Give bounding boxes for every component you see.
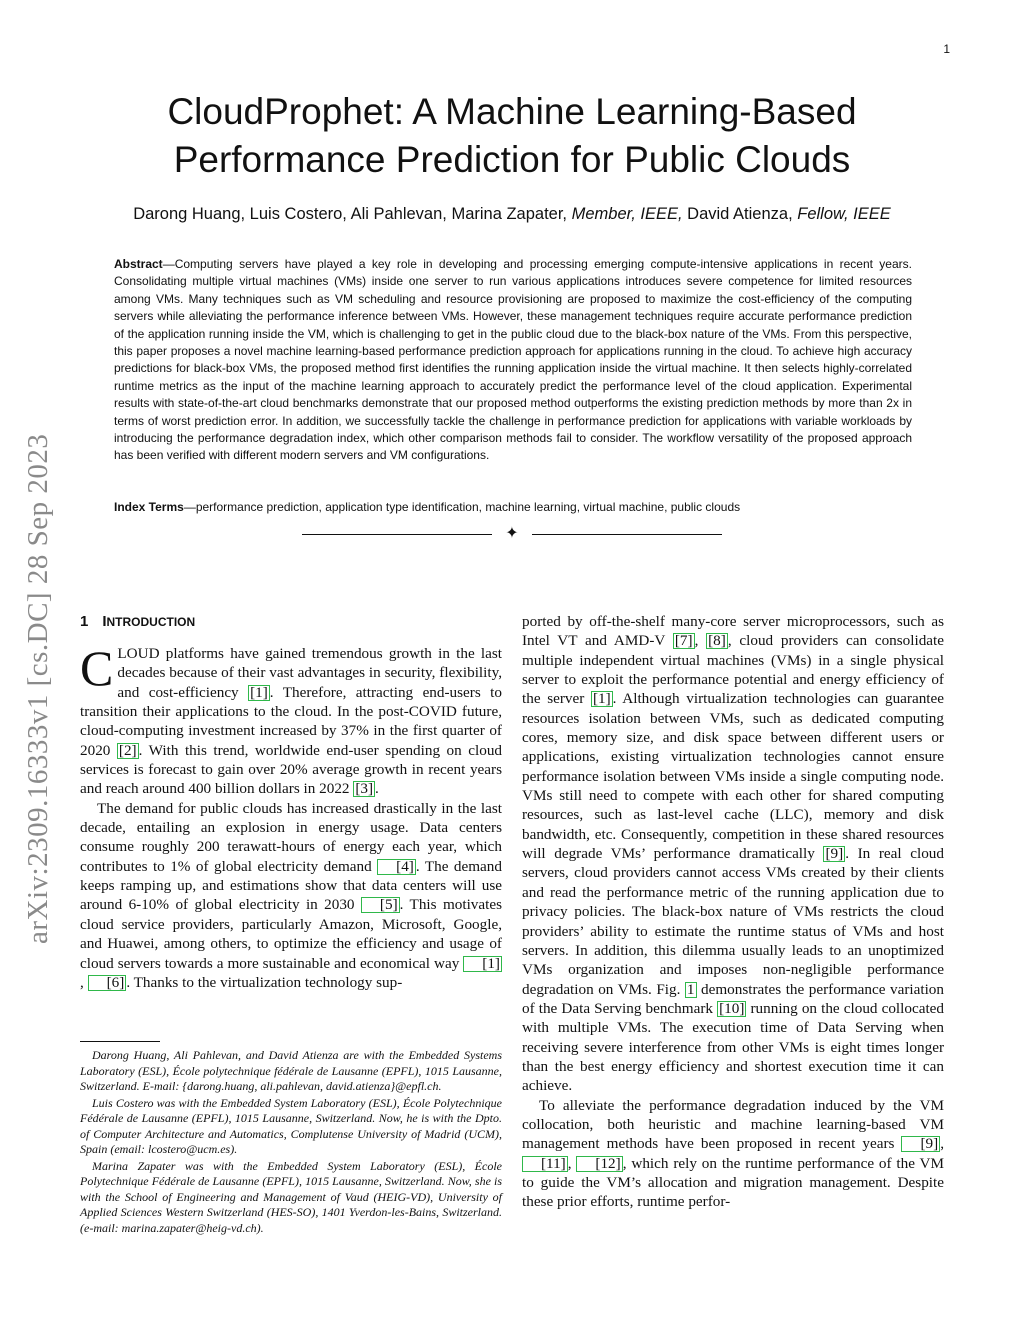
citation-link[interactable]: [3] xyxy=(355,780,374,798)
index-terms-label: Index Terms xyxy=(114,500,184,514)
arxiv-identifier: arXiv:2309.16333v1 [cs.DC] 28 Sep 2023 xyxy=(22,433,54,944)
text-run: , xyxy=(940,1135,944,1153)
diamond-icon: ✦ xyxy=(505,525,519,542)
authors-role-1: Member, IEEE, xyxy=(571,205,683,223)
citation-link[interactable]: [6] xyxy=(88,975,127,991)
section-heading xyxy=(80,612,502,632)
authors-part-2: David Atienza, xyxy=(687,205,793,223)
text-run: , xyxy=(567,1154,577,1172)
text-run: . Thanks to the virtualization technology sup- xyxy=(126,973,403,991)
text-run: , cloud providers can consolidate multiple independent virtual machines (VMs) in a single physical server to exploit the performance potential and energy efficiency of the server xyxy=(522,632,945,708)
paper-title: CloudProphet: A Machine Learning-Based Performance Prediction for Public Clouds xyxy=(167,91,857,180)
text-run: demonstrates the performance variation of the Data Serving benchmark xyxy=(522,980,944,1017)
section-title-rest: NTRODUCTION xyxy=(106,615,196,629)
abstract-label: Abstract xyxy=(114,257,163,271)
authors-part-1: Darong Huang, Luis Costero, Ali Pahlevan, Marina Zapater, xyxy=(133,205,568,223)
text-run: running on the cloud collocated with multiple VMs. The execution time of Data Serving when receiving severe interference from other VMs is eight times longer than the best energy efficiency and shortest execution time it can achieve. xyxy=(522,999,945,1095)
intro-paragraph-2 xyxy=(80,799,502,992)
text-run: . With this trend, worldwide end-user spending on cloud services is forecast to gain over 20% average growth in recent years and reach around 400 billion dollars in 2022 xyxy=(80,741,503,798)
citation-link[interactable]: [11] xyxy=(522,1156,568,1172)
footnote-3: Marina Zapater was with the Embedded System Laboratory (ESL), École Polytechnique Fédérale de Lausanne (EPFL), 1015 Lausanne, Switzerland. Now, she is with the School of Engineering and Management of Vaud (HEIG-VD), University of Applied Sciences Western Switzerland (HES-SO), 1401 Yverdon-les-Bains, Switzerland. (e-mail: marina.zapater@heig-vd.ch). xyxy=(80,1158,502,1235)
footnote-rule xyxy=(80,1041,160,1042)
intro-paragraph-1 xyxy=(80,640,503,799)
section-title-initial: I xyxy=(102,613,107,630)
citation-link[interactable]: [9] xyxy=(825,845,844,863)
right-paragraph-2 xyxy=(522,1096,944,1212)
citation-link[interactable]: [7] xyxy=(674,632,693,650)
citation-link[interactable]: [5] xyxy=(361,897,400,913)
abstract xyxy=(114,256,912,465)
section-number: 1 xyxy=(80,613,89,630)
divider-line-left xyxy=(302,534,492,535)
page-number: 1 xyxy=(943,42,950,56)
footnotes xyxy=(80,1048,502,1237)
text-run: . In real cloud servers, cloud providers cannot access VMs created by their clients and read the performance metric of the running application due to privacy policies. The black-box nature of VMs restricts the cloud providers’ ability to estimate the runtime status of VMs and host servers. In addition, this dilemma usually leads to an unoptimized VMs organization and imposes non-negligible performance degradation on VMs. Fig. xyxy=(522,845,944,998)
section-divider xyxy=(302,525,722,545)
text-run: The demand for public clouds has increased drastically in the last decade, entailing an explosion in energy usage. Data centers consume roughly 200 terawatt-hours of energy each year, which contributes to 1% of global electricity demand xyxy=(80,799,502,875)
index-terms xyxy=(114,499,912,516)
text-run: ported by off-the-shelf many-core server microprocessors, such as Intel VT and AMD-V xyxy=(522,613,944,650)
citation-link[interactable]: [1] xyxy=(592,690,611,708)
citation-link[interactable]: [8] xyxy=(708,632,726,650)
citation-link[interactable]: [9] xyxy=(901,1136,940,1152)
text-run: , which rely on the runtime performance of the VM to guide the VM’s allocation and migration management. Despite these prior efforts, runtime perfor- xyxy=(522,1154,945,1211)
index-terms-text: —performance prediction, application type identification, machine learning, virtual machine, public clouds xyxy=(183,500,741,514)
abstract-text: —Computing servers have played a key role in developing and processing emerging compute-intensive applications in recent years. Consolidating multiple virtual machines (VMs) inside one server to run various applications introduces severe competence for limited resources among VMs. Many techniques such as VM scheduling and resource provisioning are proposed to maximize the cost-efficiency of the computing servers while alleviating the performance inference between VMs. However, these management techniques require accurate performance prediction of the application running inside the VM, which is challenging to get in the public cloud due to the black-box nature of the VMs. From this perspective, this paper proposes a novel machine learning-based performance prediction approach for applications running in the cloud. To achieve high accuracy predictions for black-box VMs, the proposed method first identifies the running application inside the virtual machine. It then selects highly-correlated runtime metrics as the input of the machine learning approach to accurately predict the performance level of the cloud application. Experimental results with state-of-the-art cloud benchmarks demonstrate that our proposed method outperforms the existing prediction methods by more than 2x in terms of worst prediction error. In addition, we successfully tackle the challenge in performance prediction for applications with variable workloads by introducing the performance degradation index, which other comparison methods fail to consider. The workflow versatility of the proposed approach has been verified with different modern servers and VM configurations. xyxy=(114,257,912,463)
right-paragraph-1 xyxy=(522,612,944,1096)
text-run: . Although virtualization technologies can guarantee resources isolation between VMs, such as dedicated computing cores, memory size, and disk space between different users or applications, existing virtualization technologies cannot ensure performance isolation between VMs inside a single computing node. VMs still need to compete with each other for shared computing resources, such as last-level cache (LLC), memory and disk bandwidth, etc. Consequently, competition in these shared resources will degrade VMs’ performance dramatically xyxy=(522,690,945,863)
drop-cap: C xyxy=(80,640,114,696)
text-run: . xyxy=(375,780,379,798)
text-run: , xyxy=(694,632,707,650)
footnote-2: Luis Costero was with the Embedded System Laboratory (ESL), École Polytechnique Fédérale de Lausanne (EPFL), 1015 Lausanne, Switzerland. Now, he is with the Dpto. of Computer Architecture and Automatics, Complutense University of Madrid (UCM), Spain (email: lcostero@ucm.es). xyxy=(80,1095,502,1156)
citation-link[interactable]: [4] xyxy=(377,859,416,875)
author-list xyxy=(60,203,964,225)
divider-line-right xyxy=(532,534,722,535)
left-column xyxy=(80,612,502,992)
text-run: . This motivates cloud service providers, particularly Amazon, Microsoft, Google, and Huawei, among others, to optimize the efficiency and usage of cloud servers towards a more sustainable and economical way xyxy=(80,896,502,972)
citation-link[interactable]: [1] xyxy=(463,956,502,972)
footnote-1: Darong Huang, Ali Pahlevan, and David Atienza are with the Embedded Systems Laboratory (ESL), École polytechnique fédérale de Lausanne (EPFL), 1015 Lausanne, Switzerland. E-mail: {darong.huang, ali.pahlevan, david.atienza}@epfl.ch. xyxy=(80,1048,502,1093)
text-run: platforms have gained tremendous growth in the last decades because of their vast advantages in security, flexibility, and cost-efficiency xyxy=(117,645,502,701)
citation-link[interactable]: [1] xyxy=(250,683,268,701)
citation-link[interactable]: [2] xyxy=(118,741,137,759)
figure-link[interactable]: 1 xyxy=(686,980,695,998)
text-run: . Therefore, attracting end-users to transition their applications to the cloud. In the post-COVID future, cloud-computing investment increased by 37% in the first quarter of 2020 xyxy=(80,683,502,759)
small-caps-word: LOUD xyxy=(117,645,160,662)
text-run: . The demand keeps ramping up, and estimations show that data centers will use around 6-10% of global electricity in 2030 xyxy=(80,857,502,914)
authors-role-2: Fellow, IEEE xyxy=(797,205,891,223)
text-run: To alleviate the performance degradation induced by the VM collocation, both heuristic and machine learning-based VM management methods have been proposed in recent years xyxy=(522,1096,944,1153)
citation-link[interactable]: [12] xyxy=(576,1156,622,1172)
citation-link[interactable]: [10] xyxy=(719,999,745,1017)
right-column xyxy=(522,612,944,1212)
text-run: , xyxy=(80,973,88,991)
